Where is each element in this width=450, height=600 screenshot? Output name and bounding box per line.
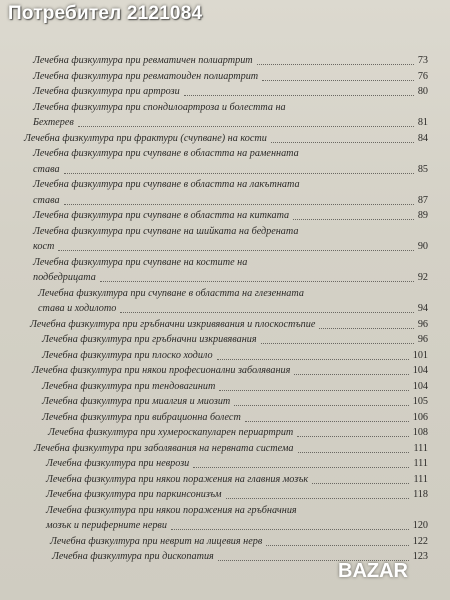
bazar-watermark — [338, 560, 450, 600]
toc-page-number: 90 — [417, 241, 428, 252]
toc-page-number: 84 — [417, 132, 428, 144]
toc-leader-dots — [271, 141, 414, 143]
toc-entry — [0, 147, 450, 161]
toc-entry — [0, 364, 450, 378]
toc-page-number: 105 — [412, 396, 428, 407]
toc-entry-title: Лечебна физкултура при счупване в областта на глезенната — [38, 287, 304, 299]
toc-entry-title: подбедрицата — [33, 272, 96, 283]
toc-page-number: 94 — [417, 303, 428, 314]
toc-entry-title: Лечебна физкултура при тендовагинит — [42, 380, 216, 392]
toc-entry — [0, 54, 450, 68]
toc-leader-dots — [58, 249, 414, 251]
toc-entry-title: Лечебна физкултура при миалгия и миозит — [42, 396, 231, 407]
toc-leader-dots — [100, 280, 414, 282]
toc-entry-title: Лечебна физкултура при дископатия — [52, 551, 214, 562]
toc-leader-dots — [261, 342, 414, 344]
toc-leader-dots — [266, 544, 409, 546]
toc-entry-title: Лечебна физкултура при вибрационна болест — [42, 411, 241, 423]
toc-page-number: 87 — [417, 194, 428, 206]
toc-leader-dots — [184, 94, 414, 96]
toc-page-number: 80 — [417, 86, 428, 97]
toc-page-number: 111 — [413, 473, 428, 485]
toc-leader-dots — [234, 404, 409, 406]
toc-entry-title: Лечебна физкултура при артрози — [33, 86, 180, 97]
toc-leader-dots — [193, 466, 409, 468]
toc-entry — [0, 163, 450, 177]
toc-leader-dots — [64, 203, 414, 205]
toc-entry — [0, 488, 450, 502]
toc-entry-title: Лечебна физкултура при хумероскапуларен периартрит — [48, 427, 294, 438]
toc-page-number: 81 — [417, 117, 428, 128]
toc-entry-title: Лечебна физкултура при спондилоартроза и болестта на — [33, 101, 286, 113]
toc-leader-dots — [297, 435, 409, 437]
toc-entry — [0, 504, 450, 518]
toc-entry-title: Лечебна физкултура при счупване в областта на лакътната — [33, 179, 300, 190]
toc-page-number: 92 — [417, 272, 428, 283]
toc-entry-title: Лечебна физкултура при счупване на шийката на бедрената — [33, 225, 299, 237]
toc-leader-dots — [226, 497, 409, 499]
toc-page-number: 85 — [417, 163, 428, 175]
toc-leader-dots — [319, 327, 414, 329]
toc-entry — [0, 287, 450, 301]
toc-leader-dots — [78, 125, 414, 127]
toc-leader-dots — [64, 172, 414, 174]
toc-entry-title: Лечебна физкултура при гръбначни изкривявания и плоскостъпие — [30, 318, 316, 330]
user-watermark: Потребител 2121084 — [8, 3, 203, 24]
toc-entry-title: Лечебна физкултура при гръбначни изкривявания — [42, 334, 257, 345]
toc-entry — [0, 132, 450, 146]
toc-entry — [0, 395, 450, 409]
toc-entry-title: Лечебна физкултура при неврит на лицевия нерв — [50, 535, 263, 547]
toc-page-number: 104 — [412, 365, 428, 376]
toc-leader-dots — [262, 79, 414, 81]
toc-entry — [0, 535, 450, 549]
toc-entry-title: Лечебна физкултура при някои поражения на главния мозък — [46, 473, 309, 485]
toc-leader-dots — [219, 389, 409, 391]
toc-entry-title: става — [33, 163, 60, 175]
toc-entry-title: Лечебна физкултура при паркинсонизъм — [46, 489, 222, 500]
toc-entry-title: Лечебна физкултура при ревматоиден полиартрит — [33, 70, 259, 82]
toc-entry — [0, 442, 450, 456]
toc-page-number: 96 — [417, 334, 428, 345]
toc-entry-title: става и ходилото — [38, 303, 117, 314]
toc-entry — [0, 194, 450, 208]
toc-entry-title: Лечебна физкултура при някои поражения на гръбначния — [46, 504, 297, 516]
toc-entry — [0, 256, 450, 270]
toc-leader-dots — [294, 373, 409, 375]
toc-entry — [0, 240, 450, 254]
toc-entry-title: мозък и периферните нерви — [46, 520, 167, 531]
toc-page-number: 73 — [417, 55, 428, 66]
toc-entry — [0, 271, 450, 285]
toc-entry-title: Лечебна физкултура при заболявания на нервната система — [34, 442, 294, 454]
toc-entry-title: Лечебна физкултура при счупване на костите на — [33, 256, 248, 268]
toc-leader-dots — [293, 218, 414, 220]
toc-entry — [0, 116, 450, 130]
toc-entry — [0, 225, 450, 239]
toc-entry-title: Лечебна физкултура при неврози — [46, 458, 190, 469]
toc-entry — [0, 101, 450, 115]
toc-leader-dots — [298, 451, 409, 453]
toc-entry — [0, 302, 450, 316]
toc-entry — [0, 178, 450, 192]
toc-leader-dots — [312, 482, 409, 484]
toc-entry — [0, 70, 450, 84]
toc-entry-title: кост — [33, 241, 55, 252]
toc-entry — [0, 209, 450, 223]
toc-leader-dots — [257, 63, 414, 65]
toc-entry — [0, 333, 450, 347]
toc-page-number: 122 — [412, 535, 428, 547]
toc-entry — [0, 411, 450, 425]
toc-page-number: 111 — [413, 442, 428, 454]
toc-entry-title: Лечебна физкултура при някои професионални заболявания — [32, 365, 291, 376]
toc-page-number: 76 — [417, 70, 428, 82]
bazar-logo: BAZAR — [338, 560, 408, 582]
toc-entry-title: Лечебна физкултура при ревматичен полиартрит — [33, 55, 253, 66]
toc-leader-dots — [217, 358, 409, 360]
toc-page-number: 89 — [417, 210, 428, 221]
toc-leader-dots — [171, 528, 409, 530]
toc-entry-title: Лечебна физкултура при плоско ходило — [42, 349, 213, 361]
toc-leader-dots — [120, 311, 414, 313]
toc-entry-title: Лечебна физкултура при счупване в областта на китката — [33, 210, 290, 221]
toc-entry — [0, 85, 450, 99]
toc-page-number: 96 — [417, 318, 428, 330]
toc-entry-title: Лечебна физкултура при счупване в областта на раменната — [33, 148, 299, 159]
toc-entry — [0, 318, 450, 332]
toc-page-number: 101 — [412, 349, 428, 361]
toc-entry — [0, 519, 450, 533]
toc-page-number: 104 — [412, 380, 428, 392]
toc-page-number: 118 — [413, 489, 428, 500]
toc-entry — [0, 380, 450, 394]
toc-page-number: 123 — [412, 551, 428, 562]
toc-page-number: 120 — [412, 520, 428, 531]
toc-leader-dots — [245, 420, 409, 422]
toc-entry — [0, 473, 450, 487]
toc-page-number: 111 — [413, 458, 428, 469]
toc-entry — [0, 426, 450, 440]
toc-entry — [0, 457, 450, 471]
toc-entry — [0, 349, 450, 363]
toc-page-number: 108 — [412, 427, 428, 438]
toc-entry-title: Бехтерев — [33, 117, 74, 128]
toc-entry-title: Лечебна физкултура при фрактури (счупване) на кости — [24, 132, 267, 144]
toc-entry-title: става — [33, 194, 60, 206]
toc-page-number: 106 — [412, 411, 428, 423]
